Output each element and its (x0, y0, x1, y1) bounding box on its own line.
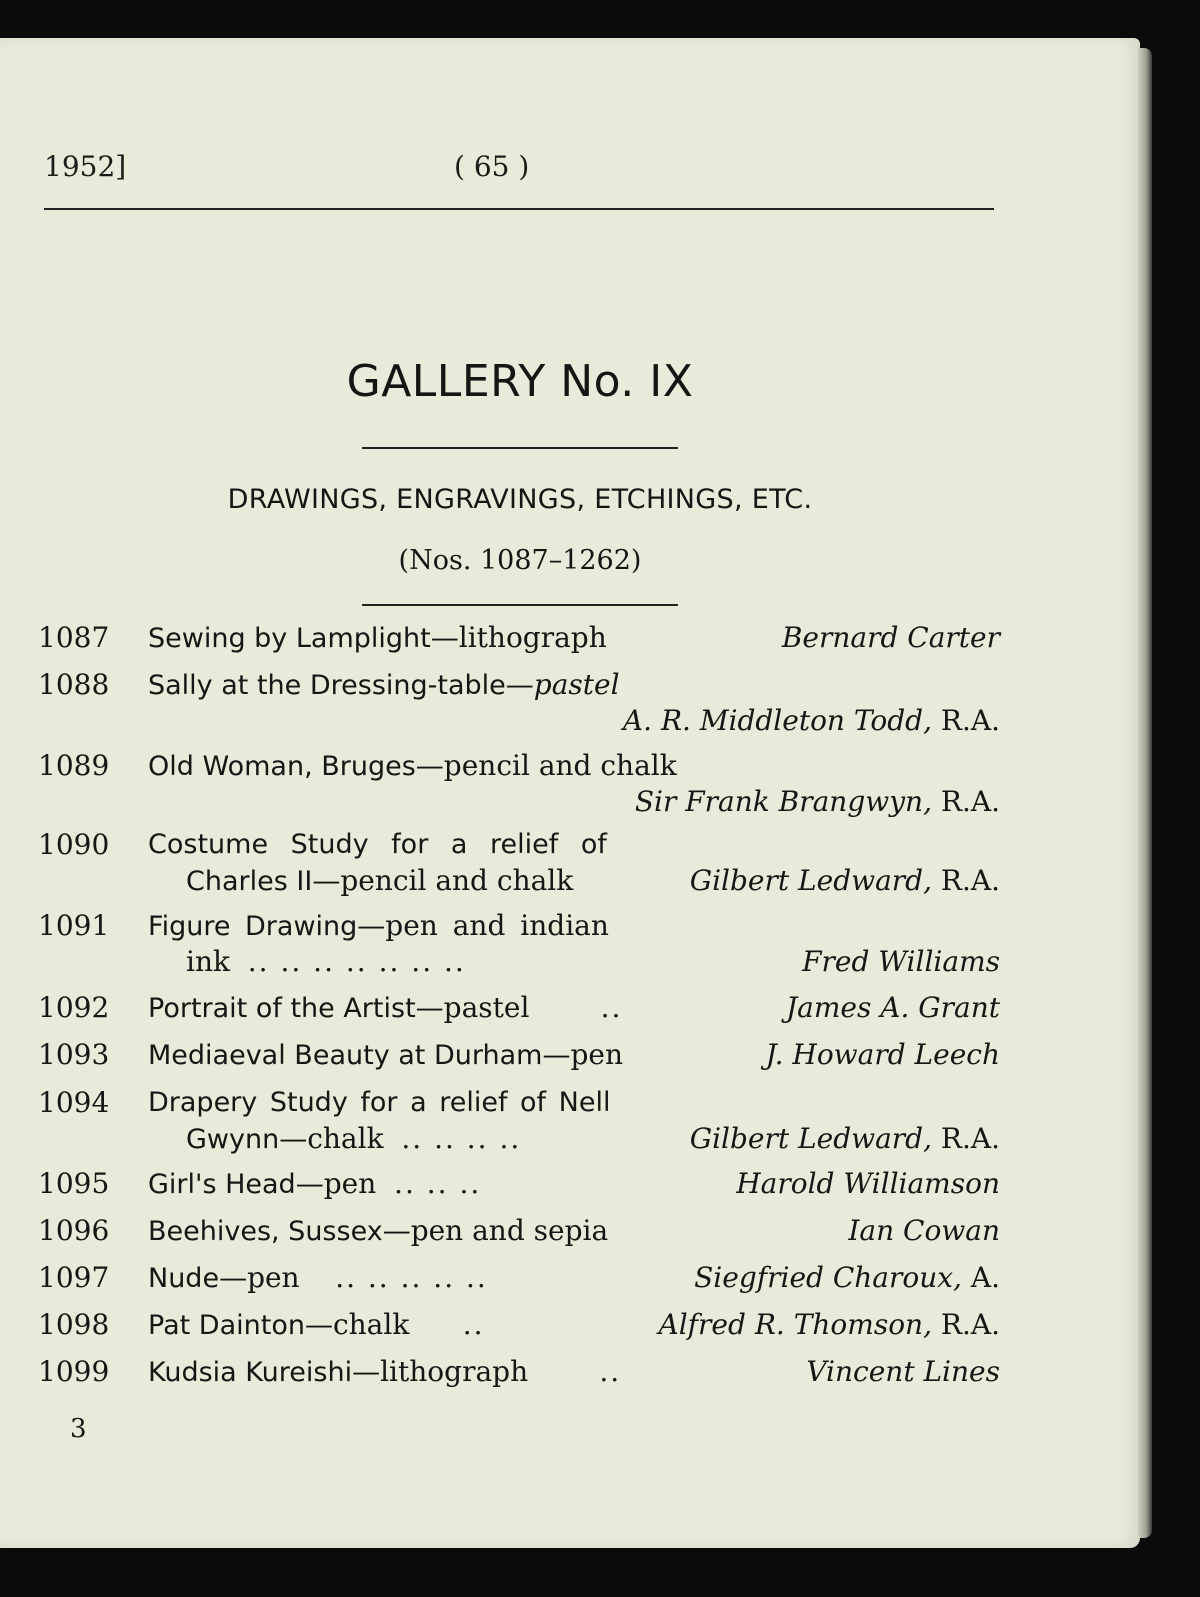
catalogue-entry (38, 1260, 1000, 1296)
entry-medium: —pastel (505, 668, 620, 701)
entry-title: Pat Dainton (148, 1310, 305, 1341)
entry-number: 1093 (38, 1038, 110, 1071)
header-page-number: ( 65 ) (454, 150, 530, 183)
leader-dots: .. .. .. (394, 1167, 482, 1200)
entry-medium: —pencil and chalk (415, 749, 677, 782)
entry-artist: Gilbert Ledward, (689, 1122, 932, 1155)
number-range: (Nos. 1087–1262) (398, 545, 642, 576)
entry-artist: Siegfried Charoux, (694, 1261, 962, 1294)
entry-medium: —pastel (415, 991, 530, 1024)
entry-title: Beehives, Sussex (148, 1216, 383, 1247)
entry-number: 1087 (38, 621, 110, 654)
leader-dots: .. (600, 991, 623, 1024)
entry-title: Figure Drawing (148, 911, 358, 942)
entry-medium: —pen and sepia (382, 1214, 609, 1247)
entry-number: 1089 (38, 749, 110, 782)
entry-title: Portrait of the Artist (148, 993, 416, 1024)
catalogue-entry (38, 748, 1000, 820)
catalogue-entry (38, 1166, 1000, 1202)
entry-number: 1088 (38, 668, 110, 701)
gallery-title: GALLERY No. IX (346, 356, 694, 407)
catalogue-entry (38, 1085, 1000, 1157)
entry-number: 1090 (38, 828, 110, 861)
leader-dots: .. (462, 1308, 485, 1341)
entry-artist: J. Howard Leech (765, 1038, 1000, 1071)
catalogue-entry (38, 1307, 1000, 1343)
entry-artist: Fred Williams (802, 945, 1000, 978)
header-rule (44, 208, 994, 210)
range-rule (362, 604, 678, 606)
entry-title: Girl's Head (148, 1169, 296, 1200)
leader-dots: .. (599, 1355, 622, 1388)
catalogue-entry (38, 1354, 1000, 1390)
entry-title: Old Woman, Bruges (148, 751, 416, 782)
entry-artist: Harold Williamson (736, 1167, 1000, 1200)
entry-artist-suffix: R.A. (931, 785, 1000, 818)
entry-artist: Sir Frank Brangwyn, (634, 785, 932, 818)
entry-artist-suffix: R.A. (931, 1308, 1000, 1341)
entry-artist-suffix: R.A. (931, 864, 1000, 897)
entry-title: Drapery Study for a relief of Nell (148, 1087, 611, 1118)
entry-medium: —pen and indian (357, 909, 609, 942)
entry-number: 1095 (38, 1167, 110, 1200)
catalogue-entry (38, 990, 1000, 1026)
leader-dots: .. .. .. .. .. (335, 1261, 488, 1294)
entry-title-continued: Gwynn (186, 1124, 280, 1155)
entry-medium: —lithograph (352, 1355, 529, 1388)
entry-medium: —chalk (304, 1308, 410, 1341)
entry-title: Sally at the Dressing-table (148, 670, 506, 701)
entry-artist: James A. Grant (785, 991, 1000, 1024)
title-rule (362, 447, 678, 449)
entry-title: Kudsia Kureishi (148, 1357, 353, 1388)
entry-number: 1097 (38, 1261, 110, 1294)
entry-artist-suffix: R.A. (931, 1122, 1000, 1155)
entry-artist: Ian Cowan (848, 1214, 1000, 1247)
entry-number: 1091 (38, 909, 110, 942)
leader-dots: .. .. .. .. .. .. .. (247, 945, 466, 978)
entry-artist: Gilbert Ledward, (689, 864, 932, 897)
page-edge (1138, 48, 1152, 1538)
entry-artist: Alfred R. Thomson, (658, 1308, 932, 1341)
entry-title: Costume Study for a relief of (148, 829, 607, 860)
entry-number: 1096 (38, 1214, 110, 1247)
entry-medium: —pen (542, 1038, 623, 1071)
catalogue-entry (38, 620, 1000, 656)
entry-number: 1098 (38, 1308, 110, 1341)
catalogue-entry (38, 1037, 1000, 1073)
entry-number: 1099 (38, 1355, 110, 1388)
entry-artist-suffix: R.A. (931, 704, 1000, 737)
entry-artist: Bernard Carter (781, 621, 1000, 654)
entry-medium: —chalk (279, 1122, 384, 1155)
entry-medium: —pen (295, 1167, 377, 1200)
section-subtitle: DRAWINGS, ENGRAVINGS, ETCHINGS, ETC. (227, 484, 813, 515)
entry-title-continued: Charles II (186, 866, 313, 897)
entry-medium-continued: ink (186, 945, 230, 978)
entry-artist: A. R. Middleton Todd, (622, 704, 932, 737)
entry-artist-suffix: A. (961, 1261, 1000, 1294)
entry-number: 1094 (38, 1086, 110, 1119)
catalogue-entry (38, 1213, 1000, 1249)
entry-title: Sewing by Lamplight (148, 623, 431, 654)
leader-dots: .. .. .. .. (401, 1122, 522, 1155)
entry-number: 1092 (38, 991, 110, 1024)
signature-number: 3 (70, 1414, 87, 1444)
header-year: 1952] (44, 150, 127, 183)
catalogue-entry (38, 908, 1000, 980)
entry-title: Nude (148, 1263, 220, 1294)
entry-title: Mediaeval Beauty at Durham (148, 1040, 543, 1071)
entry-medium: —pencil and chalk (312, 864, 574, 897)
entry-medium: —lithograph (430, 621, 607, 654)
running-header (44, 150, 994, 194)
entry-artist: Vincent Lines (806, 1355, 1000, 1388)
catalogue-entry (38, 827, 1000, 899)
catalogue-entry (38, 667, 1000, 739)
entry-medium: —pen (219, 1261, 300, 1294)
